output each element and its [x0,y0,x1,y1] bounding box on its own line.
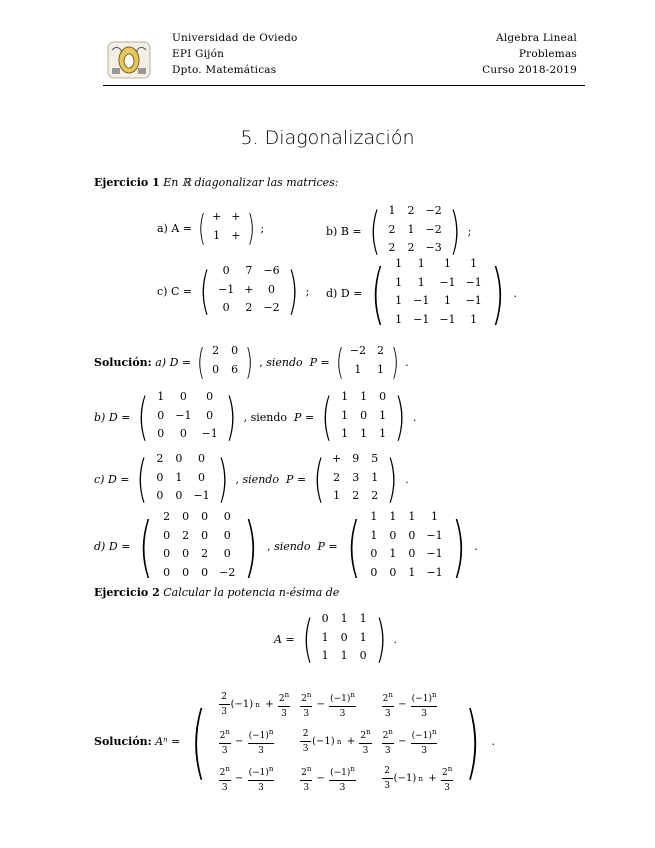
matrix-entry: 7 [245,264,253,277]
matrix-entry: 2 [407,241,415,255]
matrix-entry: 0 [182,565,190,579]
matrix-c-label: c) C = [157,285,193,298]
matrix-entry: 1 [213,229,221,242]
exercise-1-statement: En ℝ diagonalizar las matrices: [163,176,339,189]
exercise-1-heading [94,176,338,189]
header-institution [172,30,298,78]
matrix-entry: 0 [389,565,397,579]
matrix-entry: 1 [360,390,368,403]
matrix-entry: 0 [182,510,190,523]
matrix-entry: 1 [379,408,387,422]
solution-2-lhs: Aⁿ = [155,735,181,748]
matrix-entry: −1 [201,427,218,441]
matrix-entry: −2 [425,204,442,217]
matrix-entry: 0 [212,363,220,376]
matrix-entry: + [231,229,241,242]
left-paren: ( [198,208,206,249]
left-paren: ( [199,262,211,321]
power-cell-diag: 2 3 (−1) n + 2$^n$ 3 [381,762,455,795]
right-paren: ) [244,508,259,585]
right-paren: ) [245,342,254,383]
solution-1b-pre: b) D = [94,411,131,424]
matrix-entry: 0 [389,528,397,542]
matrix-entry: 1 [395,275,403,289]
matrix-entry: 1 [354,363,362,376]
matrix-entry: 2 [245,301,253,315]
matrix-entry: 1 [470,312,478,326]
solution-1a: Solución: a) D = ( 2 0 0 6 ) , siendo P = ( −2 2 1 1 ) . [94,342,409,383]
matrix-entry: 1 [395,312,403,326]
right-paren: ) [375,610,387,669]
matrix-entry: 0 [157,427,165,441]
matrix-entry: −3 [425,241,442,255]
matrix-entry: −1 [465,275,482,289]
matrix-a-label: a) A = [157,222,193,235]
matrix-entry: −1 [175,408,192,422]
right-paren: ) [246,208,255,249]
matrix-a-expr [157,208,264,249]
matrix-entry: 2 [163,510,171,523]
matrix-entry: 0 [156,470,164,484]
matrix-entry: 1 [470,257,478,270]
matrix-entry: 0 [163,547,171,560]
exercise-1-label: Ejercicio 1 [94,176,160,189]
matrix-entry: 0 [370,547,378,560]
matrix-entry: 0 [206,390,214,403]
matrix-entry: −1 [426,565,443,579]
matrix-entry: 1 [389,510,397,523]
matrix-b [365,202,465,261]
matrix-entry: 1 [360,427,368,441]
matrix-entry: 0 [163,565,171,579]
power-cell-off: 2$^n$ 3 − $(-1)^n$ 3 [381,725,455,758]
matrix-d-end: . [513,287,518,300]
matrix-entry: 0 [223,547,231,560]
matrix-entry: 1 [377,363,385,376]
matrix-entry: 2 [352,489,360,503]
matrix-entry: 1 [175,470,183,484]
matrix-entry: 1 [371,470,379,484]
matrix-entry: 1 [341,427,349,441]
matrix-entry: 0 [201,565,209,579]
matrix-entry: −2 [263,301,280,315]
header-department: Dpto. Matemáticas [172,64,277,76]
matrix-entry: −1 [439,275,456,289]
matrix-entry: 0 [268,282,276,296]
matrix-entry: 1 [388,204,396,217]
solution-1c-P [309,450,402,509]
matrix-d-label: d) D = [326,287,363,300]
matrix-c-end: ; [305,285,310,298]
matrix-entry: 0 [198,470,205,484]
university-seal-logo [106,40,152,80]
matrix-entry: 0 [379,390,387,403]
matrix-entry: 0 [182,547,190,560]
right-paren: ) [391,342,399,383]
solution-1c: c) D = ( 2 0 0 0 1 0 0 0 −1 ) , siendo P = ( + 9 5 2 3 1 1 2 2 ) . [94,450,409,509]
right-paren: ) [394,388,406,447]
matrix-entry: −1 [218,282,235,296]
page-title: 5. Diagonalización [240,127,415,149]
matrix-entry: −1 [439,312,456,326]
power-cell-off: 2$^n$ 3 − $(-1)^n$ 3 [299,688,373,721]
matrix-entry: 2 [407,204,415,217]
matrix-entry: 1 [359,630,367,644]
matrix-entry: 0 [231,344,239,357]
matrix-entry: 0 [222,301,230,315]
solution-1d-P [341,508,472,585]
matrix-a [195,208,258,249]
matrix-entry: 1 [341,408,349,422]
matrix-entry: 0 [223,510,231,523]
matrix-entry: 1 [408,510,416,523]
matrix-entry: 0 [223,528,231,542]
solution-1d-pre: d) D = [94,540,131,553]
matrix-entry: 1 [443,257,451,270]
solution-1a-siendo: siendo [266,356,303,369]
header-course [482,30,577,78]
matrix-entry: 1 [389,547,397,560]
matrix-entry: 0 [157,408,165,422]
matrix-entry: 0 [408,547,416,560]
matrix-entry: 1 [407,222,415,236]
solution-1b-siendo: siendo [250,411,288,424]
matrix-entry: 0 [156,489,164,503]
power-cell-off: 2$^n$ 3 − $(-1)^n$ 3 [218,762,292,795]
matrix-c-expr [157,262,309,321]
solution-1d-D [133,508,264,585]
matrix-entry: 0 [206,408,214,422]
solution-1c-pre: c) D = [94,473,130,486]
matrix-entry: + [231,210,241,223]
matrix-entry: 1 [417,257,425,270]
header-rule [103,85,585,86]
matrix-entry: 2 [156,452,164,465]
left-paren: ( [197,342,206,383]
left-paren: ( [346,508,361,585]
solution-1a-D [194,342,256,383]
matrix-entry: 1 [321,649,329,663]
matrix-c [195,262,302,321]
solution-2: Solución: Aⁿ = ( 2 3 (−1) n + 2$^n$ 3 2$^n$ 3 − $(-1)^n$ 3 2$^n$ 3 − $(-1)^n$ 3 2$^n$ 3 − $(-1)^n$ 3 2 3 (−1) n + 2$^n$ 3 2$^n$ 3 − $(-1)^n$ 3 2$^n$ 3 − $(-1)^n$ 3 2$^n$ 3 − $(-1)^n$ 3 2 3 (−1) n + 2$^n$ 3 ) . [94,686,495,797]
header-type: Problemas [518,48,577,60]
solution-2-matrix: ( 2 3 (−1) n + 2$^n$ 3 2$^n$ 3 − $(-1)^n$ 3 2$^n$ 3 − $(-1)^n$ 3 2$^n$ 3 − $(-1)^n$ 3 2 3 (−1) n + 2$^n$ 3 2$^n$ 3 − $(-1)^n$ 3 2$^n$ 3 − $(-1)^n$ 3 2$^n$ 3 − $(-1)^n$ 3 2 3 (−1) n + 2$^n$ 3 ) [183,686,488,797]
right-paren: ) [225,388,237,447]
matrix-d-expr [326,255,517,332]
solution-1c-D [132,450,232,509]
matrix-entry: + [212,210,222,223]
matrix-entry: 0 [179,390,187,403]
matrix-entry: 1 [395,257,403,270]
matrix-entry: −1 [426,528,443,542]
matrix-entry: 0 [201,510,209,523]
solution-1a-P [333,342,402,383]
matrix-entry: 3 [352,470,360,484]
solution-1b-D [133,388,240,447]
matrix-entry: 1 [395,294,403,307]
matrix-entry: 2 [182,528,190,542]
matrix-entry: 1 [417,275,425,289]
matrix-entry: 0 [163,528,171,542]
matrix-entry: 6 [231,363,239,376]
matrix-entry: 2 [388,222,396,236]
matrix-entry: 0 [370,565,378,579]
right-paren: ) [217,450,229,509]
matrix-entry: 1 [431,510,438,523]
matrix-entry: 2 [201,547,209,560]
matrix-entry: 1 [408,565,416,579]
matrix-entry: 1 [370,510,378,523]
matrix-entry: 1 [379,427,387,441]
matrix-a-end: ; [260,222,265,235]
matrix-b-expr [326,202,471,261]
matrix-entry: 0 [198,452,205,465]
power-cell-off: 2$^n$ 3 − $(-1)^n$ 3 [218,725,292,758]
exercise-2-statement: Calcular la potencia n-ésima de [163,586,340,599]
matrix-entry: 0 [201,528,209,542]
header-school: EPI Gijón [172,48,225,60]
matrix-d [365,255,510,332]
header-subject: Algebra Lineal [496,32,577,44]
matrix-entry: −1 [413,312,430,326]
solution-1d-siendo: siendo [274,540,311,553]
matrix-entry: 1 [370,528,378,542]
matrix-entry: −1 [413,294,430,307]
matrix-entry: −1 [193,489,210,503]
matrix-entry: −1 [426,547,443,560]
matrix-entry: −6 [263,264,280,277]
left-paren: ( [321,388,333,447]
matrix-b-label: b) B = [326,225,362,238]
left-paren: ( [335,342,344,383]
matrix-entry: 9 [352,452,360,465]
matrix-entry: 0 [179,427,187,441]
matrix-entry: 1 [321,630,329,644]
exercise-2-matrix [298,610,391,669]
matrix-entry: −1 [465,294,482,307]
matrix-entry: −2 [349,344,367,357]
power-cell-off: 2$^n$ 3 − $(-1)^n$ 3 [299,762,373,795]
right-paren: ) [451,508,466,585]
matrix-entry: 1 [443,294,451,307]
solution-1b-P [317,388,410,447]
right-paren: ) [287,262,299,321]
left-paren: ( [313,450,325,509]
matrix-entry: 2 [371,489,379,503]
exercise-2-heading [94,586,339,599]
matrix-entry: 0 [408,528,416,542]
matrix-entry: 0 [175,452,183,465]
left-paren: ( [371,255,386,332]
matrix-entry: −2 [425,222,442,236]
solution-1a-pre: a) D = [155,356,192,369]
matrix-entry: 0 [360,408,368,422]
solution-1-label: Solución: [94,356,152,369]
exercise-2-label: Ejercicio 2 [94,586,160,599]
matrix-entry: 2 [212,344,220,357]
matrix-entry: + [331,452,342,465]
left-paren: ( [139,508,154,585]
solution-1d: d) D = ( 2 0 0 0 0 2 0 0 0 0 2 0 0 0 0 −2 ) , siendo P = ( 1 1 1 1 1 0 0 −1 0 1 0 −1 0 0 1 −1 ) . [94,508,478,585]
left-paren: ( [136,450,148,509]
matrix-entry: 2 [388,241,396,255]
right-paren: ) [386,450,398,509]
matrix-entry: 0 [340,630,348,644]
matrix-entry: 5 [371,452,379,465]
matrix-entry: 0 [222,264,230,277]
header-year: Curso 2018-2019 [482,64,577,76]
power-cell-off: 2$^n$ 3 − $(-1)^n$ 3 [381,688,455,721]
power-cell-diag: 2 3 (−1) n + 2$^n$ 3 [299,725,373,758]
left-paren: ( [137,388,149,447]
matrix-entry: + [244,282,254,296]
matrix-entry: 1 [340,612,348,625]
left-paren: ( [302,610,314,669]
matrix-b-end: ; [467,225,472,238]
matrix-entry: 1 [359,612,367,625]
solution-2-label: Solución: [94,735,152,748]
right-paren: ) [449,202,461,261]
matrix-entry: −2 [219,565,236,579]
matrix-entry: 0 [175,489,183,503]
solution-1c-siendo: siendo [242,473,279,486]
power-cell-diag: 2 3 (−1) n + 2$^n$ 3 [218,688,292,721]
matrix-entry: 2 [333,470,341,484]
matrix-entry: 1 [341,390,349,403]
matrix-entry: 0 [359,649,367,663]
matrix-entry: 1 [340,649,348,663]
matrix-entry: 1 [157,390,165,403]
right-paren: ) [490,255,505,332]
exercise-2-matrix-expr: A = ( 0 1 1 1 0 1 1 1 0 ) . [274,610,397,669]
solution-1b: b) D = ( 1 0 0 0 −1 0 0 0 −1 ) , siendo P = ( 1 1 0 1 0 1 1 1 1 ) . [94,388,417,447]
matrix-entry: 2 [377,344,385,357]
matrix-entry: 0 [321,612,329,625]
matrix-entry: 1 [333,489,341,503]
header-university: Universidad de Oviedo [172,32,298,44]
left-paren: ( [369,202,381,261]
